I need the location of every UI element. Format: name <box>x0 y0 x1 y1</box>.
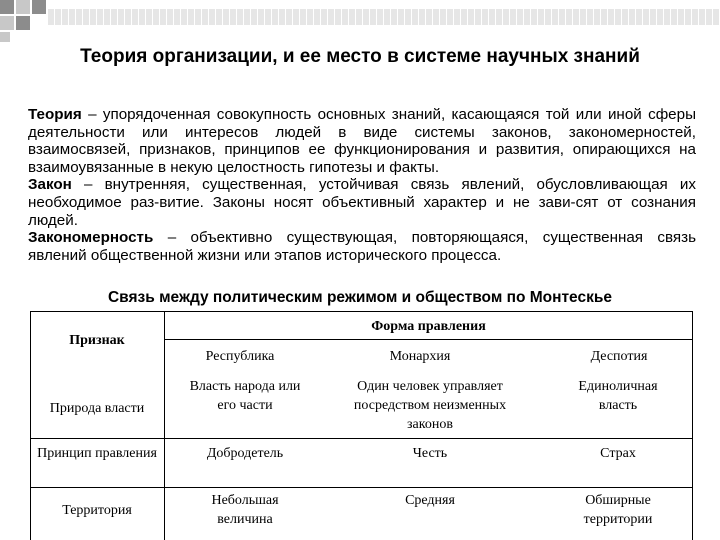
decor-square <box>16 0 30 14</box>
decor-top-bar <box>48 9 720 25</box>
definition-term: Закон <box>28 176 72 194</box>
decor-square <box>32 0 46 14</box>
group-header: Форма правления <box>371 319 486 334</box>
definition-text: – упорядоченная совокупность основных знаний, касающаяся той или иной сферы деятельности или интересов людей в виде системы законов, закономерностей, взаимосвязей, признаков, принципов ее функционирования и развития, опирающихся на взаимоувязанные в некую целостность гипотезы и факты. <box>28 106 696 176</box>
table-cell: Единоличная власть <box>578 379 658 413</box>
table-cell: Честь <box>412 446 448 461</box>
table-cell: Обширные территории <box>583 493 653 527</box>
column-header-republic: Республика <box>205 349 275 364</box>
slide-title: Теория организации, и ее место в системе научных знаний <box>80 46 640 67</box>
definitions-text <box>28 106 696 264</box>
table-title: Связь между политическим режимом и обществом по Монтескье <box>107 289 612 306</box>
decor-square <box>0 32 10 42</box>
definition-law <box>28 176 696 229</box>
decor-square <box>16 16 30 30</box>
table-cell: Один человек управляет посредством неизменных законов <box>353 379 507 432</box>
row-feature: Принцип правления <box>37 446 157 461</box>
decor-square <box>0 0 14 14</box>
table-border <box>30 487 693 488</box>
definition-theory <box>28 106 696 176</box>
definition-regularity <box>28 229 696 264</box>
table-cell: Добродетель <box>206 446 284 461</box>
table-cell: Средняя <box>405 493 455 508</box>
table-cell: Небольшая величина <box>211 493 279 527</box>
table-border <box>30 311 693 312</box>
table-border <box>30 438 693 439</box>
definition-term: Теория <box>28 106 82 123</box>
table-border <box>692 311 693 540</box>
row-feature: Территория <box>62 503 132 518</box>
decor-square <box>0 16 14 30</box>
column-header-despotism: Деспотия <box>590 349 648 364</box>
column-header-monarchy: Монархия <box>389 349 451 364</box>
table-cell: Страх <box>600 446 636 461</box>
montesquieu-table <box>30 311 693 540</box>
row-feature: Природа власти <box>49 401 145 416</box>
definition-text: – внутренняя, существенная, устойчивая связь явлений, обусловливающая их необходимое раз-витие. Законы носят объективный характер и не зави-сят от сознания людей. <box>28 176 696 229</box>
table-cell: Власть народа или его части <box>189 379 301 413</box>
definition-term: Закономерность <box>28 229 154 247</box>
table-border <box>164 311 165 540</box>
table-border <box>164 339 693 340</box>
definition-text: – объективно существующая, повторяющаяся, существенная связь явлений общественной жизни или этапов исторического процесса. <box>28 229 696 264</box>
feature-header: Признак <box>69 333 125 348</box>
